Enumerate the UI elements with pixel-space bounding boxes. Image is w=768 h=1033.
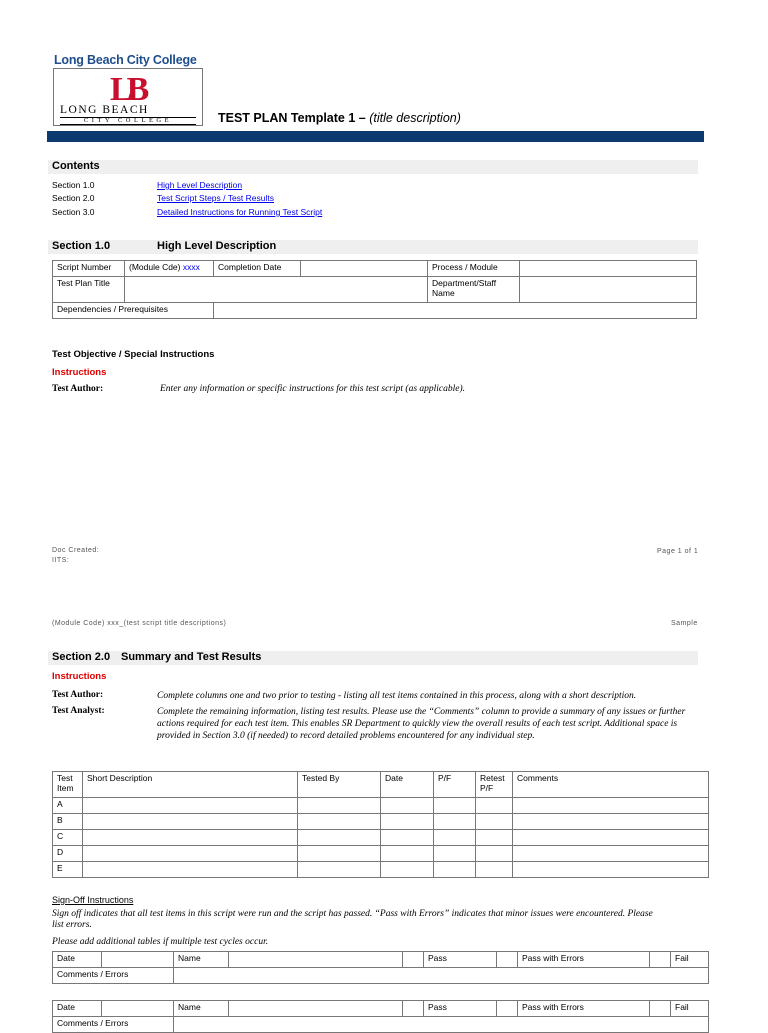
college-name: Long Beach City College (54, 53, 197, 67)
row-label-a: A (53, 798, 83, 814)
cell-pf[interactable] (434, 830, 476, 846)
cell-date[interactable] (381, 846, 434, 862)
cell-description[interactable] (83, 814, 298, 830)
instructions-label-2: Instructions (52, 671, 107, 682)
test-plan-title-value[interactable] (125, 277, 428, 303)
header-tested-by: Tested By (298, 772, 381, 798)
sample-label: Sample (671, 620, 698, 627)
section1-title: High Level Description (157, 240, 277, 252)
signoff-pass-check[interactable] (403, 1001, 424, 1017)
cell-date[interactable] (381, 798, 434, 814)
cell-pf[interactable] (434, 814, 476, 830)
header-test-item: Test Item (53, 772, 83, 798)
process-module-label: Process / Module (428, 261, 520, 277)
table-row (53, 798, 709, 814)
table-row (53, 814, 709, 830)
high-level-table (52, 260, 697, 319)
contents-heading: Contents (52, 160, 100, 172)
doc-created-label: Doc Created: (52, 547, 100, 554)
signoff-pass-label: Pass (424, 1001, 497, 1017)
signoff-text-2: Please add additional tables if multiple test cycles occur. (52, 937, 269, 947)
header-date: Date (381, 772, 434, 798)
document-title-sub: (title description) (369, 111, 461, 125)
cell-tested-by[interactable] (298, 814, 381, 830)
cell-comments[interactable] (513, 846, 709, 862)
dependencies-label: Dependencies / Prerequisites (53, 303, 214, 319)
signoff-date-label: Date (53, 1001, 102, 1017)
module-code-cell[interactable]: (Module Cde) xxxx (125, 261, 214, 277)
cell-comments[interactable] (513, 814, 709, 830)
cell-tested-by[interactable] (298, 830, 381, 846)
cell-retest[interactable] (476, 862, 513, 878)
section1-band (48, 240, 698, 254)
header-retest-pf: Retest P/F (476, 772, 513, 798)
department-value[interactable] (520, 277, 697, 303)
cell-comments[interactable] (513, 862, 709, 878)
cell-pf[interactable] (434, 862, 476, 878)
toc-link-high-level[interactable]: High Level Description (157, 180, 243, 190)
table-row (53, 846, 709, 862)
logo-text-long-beach: LONG BEACH (60, 104, 149, 116)
college-logo (53, 68, 203, 126)
test-author-text-2: Complete columns one and two prior to testing - listing all test items contained in this process, along with a short description. (157, 691, 637, 701)
signoff-comments-label: Comments / Errors (53, 1017, 174, 1033)
header-comments: Comments (513, 772, 709, 798)
contents-band (48, 160, 698, 174)
signoff-name-value[interactable] (229, 952, 403, 968)
cell-date[interactable] (381, 830, 434, 846)
signoff-name-label: Name (174, 952, 229, 968)
signoff-fail-label: Fail (671, 952, 709, 968)
module-code-footer: (Module Code) xxx_(test script title descriptions) (52, 620, 227, 627)
cell-description[interactable] (83, 830, 298, 846)
signoff-date-value[interactable] (102, 952, 174, 968)
cell-retest[interactable] (476, 814, 513, 830)
cell-retest[interactable] (476, 846, 513, 862)
signoff-pass-label: Pass (424, 952, 497, 968)
results-header-row (53, 772, 709, 798)
cell-date[interactable] (381, 814, 434, 830)
dependencies-value[interactable] (214, 303, 697, 319)
signoff-text-1: Sign off indicates that all test items in this script were run and the script has passed. “Pass with Errors” indicates that minor issues were encountered. Please list errors. (52, 909, 653, 930)
signoff-name-label: Name (174, 1001, 229, 1017)
test-results-table (52, 771, 709, 878)
signoff-pass-errors-check[interactable] (497, 952, 518, 968)
signoff-heading: Sign-Off Instructions (52, 895, 134, 905)
header-divider-bar (47, 131, 704, 142)
table-row (53, 862, 709, 878)
toc-section-3: Section 3.0 (52, 207, 95, 217)
test-author-label-2: Test Author: (52, 690, 104, 700)
signoff-pass-check[interactable] (403, 952, 424, 968)
toc-section-2: Section 2.0 (52, 193, 95, 203)
cell-description[interactable] (83, 846, 298, 862)
cell-tested-by[interactable] (298, 846, 381, 862)
its-label: IITS: (52, 557, 70, 564)
toc-link-detailed-instructions[interactable]: Detailed Instructions for Running Test Script (157, 207, 323, 217)
row-label-b: B (53, 814, 83, 830)
cell-pf[interactable] (434, 798, 476, 814)
cell-comments[interactable] (513, 830, 709, 846)
header-short-description: Short Description (83, 772, 298, 798)
signoff-date-value[interactable] (102, 1001, 174, 1017)
signoff-comments-value[interactable] (174, 968, 709, 984)
section2-number: Section 2.0 (52, 651, 111, 663)
instructions-label-1: Instructions (52, 367, 107, 378)
section2-title: Summary and Test Results (121, 651, 262, 663)
section1-number: Section 1.0 (52, 240, 111, 252)
cell-retest[interactable] (476, 798, 513, 814)
signoff-date-label: Date (53, 952, 102, 968)
cell-retest[interactable] (476, 830, 513, 846)
row-label-e: E (53, 862, 83, 878)
cell-comments[interactable] (513, 798, 709, 814)
signoff-comments-label: Comments / Errors (53, 968, 174, 984)
cell-description[interactable] (83, 798, 298, 814)
signoff-fail-check[interactable] (650, 952, 671, 968)
signoff-fail-label: Fail (671, 1001, 709, 1017)
test-author-text-1: Enter any information or specific instructions for this test script (as applicable). (160, 384, 466, 394)
cell-description[interactable] (83, 862, 298, 878)
module-code-value: xxxx (182, 262, 200, 272)
signoff-fail-check[interactable] (650, 1001, 671, 1017)
section2-band (48, 651, 698, 665)
completion-date-value[interactable] (301, 261, 428, 277)
objective-heading: Test Objective / Special Instructions (52, 349, 215, 360)
signoff-pass-errors-label: Pass with Errors (518, 1001, 650, 1017)
completion-date-label: Completion Date (214, 261, 301, 277)
cell-pf[interactable] (434, 846, 476, 862)
department-label: Department/Staff Name (428, 277, 520, 303)
signoff-table-2 (52, 1000, 709, 1033)
script-number-label: Script Number (53, 261, 125, 277)
table-row (53, 830, 709, 846)
row-label-d: D (53, 846, 83, 862)
cell-tested-by[interactable] (298, 798, 381, 814)
cell-tested-by[interactable] (298, 862, 381, 878)
test-plan-title-label: Test Plan Title (53, 277, 125, 303)
signoff-comments-value[interactable] (174, 1017, 709, 1033)
signoff-table-1 (52, 951, 709, 984)
signoff-pass-errors-label: Pass with Errors (518, 952, 650, 968)
test-author-label-1: Test Author: (52, 384, 104, 394)
toc-link-test-script[interactable]: Test Script Steps / Test Results (157, 193, 274, 203)
cell-date[interactable] (381, 862, 434, 878)
toc-section-1: Section 1.0 (52, 180, 95, 190)
header-pf: P/F (434, 772, 476, 798)
signoff-pass-errors-check[interactable] (497, 1001, 518, 1017)
test-analyst-text: Complete the remaining information, listing test results. Please use the “Comments” column to provide a summary of any issues or further actions required for each test item. This enables SR Department to quickly view the overall results of each test script. Additional space is provided in Section 3.0 (if needed) to record detailed problems encountered for any individual step. (157, 707, 686, 741)
row-label-c: C (53, 830, 83, 846)
logo-monogram: LB (110, 71, 144, 108)
page-number: Page 1 of 1 (657, 548, 699, 555)
document-title: TEST PLAN Template 1 – (title description) (218, 111, 461, 125)
signoff-name-value[interactable] (229, 1001, 403, 1017)
process-module-value[interactable] (520, 261, 697, 277)
test-analyst-label: Test Analyst: (52, 706, 105, 716)
logo-text-city-college: CITY COLLEGE (60, 117, 196, 125)
